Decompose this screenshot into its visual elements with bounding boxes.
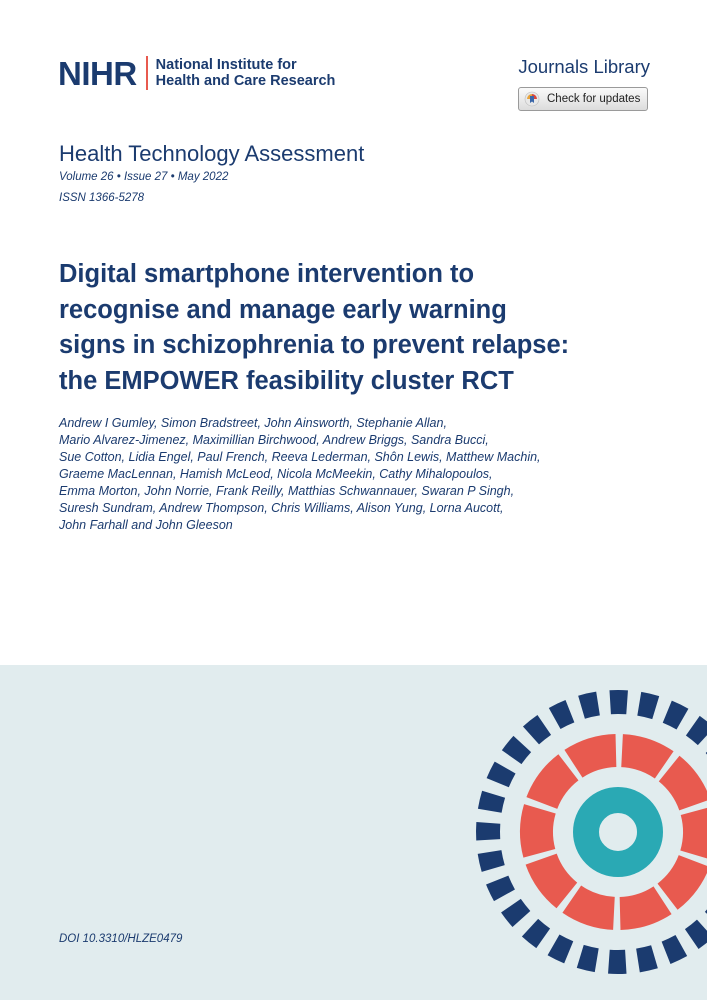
- emblem-middle-segment: [621, 734, 673, 778]
- emblem-outer-segment: [608, 950, 626, 974]
- author-line: Mario Alvarez-Jimenez, Maximillian Birchwood, Andrew Briggs, Sandra Bucci,: [59, 433, 489, 447]
- emblem-outer-segment: [578, 692, 600, 719]
- title-line: the EMPOWER feasibility cluster RCT: [59, 366, 514, 395]
- emblem-outer-segment: [523, 715, 551, 744]
- emblem-outer-segment: [476, 822, 500, 840]
- issn: ISSN 1366-5278: [59, 192, 145, 204]
- title-line: signs in schizophrenia to prevent relapse:: [59, 331, 570, 359]
- title-line: recognise and manage early warning: [59, 295, 507, 324]
- emblem-middle-segment: [659, 756, 707, 811]
- nihr-logo: [58, 55, 335, 91]
- emblem-middle-segment: [658, 855, 707, 910]
- check-for-updates-icon: [524, 91, 540, 107]
- emblem-outer-segment: [522, 919, 550, 948]
- emblem-outer-segment: [501, 899, 530, 927]
- author-line: Andrew I Gumley, Simon Bradstreet, John Ainsworth, Stephanie Allan,: [59, 416, 447, 430]
- emblem-outer-segment: [486, 876, 515, 902]
- emblem-middle-segment: [562, 886, 614, 930]
- check-for-updates-button[interactable]: [518, 87, 648, 111]
- author-line: Sue Cotton, Lidia Engel, Paul French, Reeva Lederman, Shôn Lewis, Matthew Machin,: [59, 450, 541, 464]
- emblem-middle-segment: [526, 854, 578, 909]
- emblem-center-ring: [586, 800, 650, 864]
- emblem-middle-segment: [520, 804, 556, 857]
- decorative-emblem: [470, 690, 707, 1000]
- emblem-outer-segment: [636, 945, 658, 972]
- emblem-outer-segment: [478, 850, 505, 872]
- emblem-outer-segment: [502, 736, 531, 764]
- author-line: John Farhall and John Gleeson: [59, 518, 233, 532]
- logo-text: [156, 57, 336, 90]
- logo-line-2: Health and Care Research: [155, 73, 336, 89]
- emblem-outer-segment: [548, 934, 574, 963]
- check-for-updates-label: Check for updates: [547, 93, 641, 105]
- emblem-outer-segment: [686, 716, 707, 745]
- emblem-middle-segment: [620, 886, 672, 930]
- author-line: Graeme MacLennan, Hamish McLeod, Nicola McMeekin, Cathy Mihalopoulos,: [59, 467, 493, 481]
- emblem-outer-segment: [487, 762, 516, 788]
- emblem-outer-segment: [549, 700, 575, 729]
- issue-line: Volume 26 • Issue 27 • May 2022: [59, 171, 229, 183]
- emblem-outer-segment: [577, 945, 599, 972]
- author-list: [59, 415, 579, 534]
- title-line: Digital smartphone intervention to: [59, 260, 475, 288]
- emblem-outer-segment: [609, 690, 627, 714]
- emblem-middle-segment: [526, 754, 578, 809]
- journal-title: Health Technology Assessment: [59, 141, 365, 166]
- logo-mark: NIHR: [58, 54, 137, 92]
- emblem-middle-segment: [680, 806, 707, 859]
- journals-library-label: Journals Library: [518, 56, 650, 77]
- emblem-outer-segment: [663, 701, 689, 730]
- logo-divider: [146, 56, 148, 90]
- emblem-outer-segment: [637, 692, 659, 719]
- emblem-outer-segment: [478, 791, 505, 813]
- emblem-outer-segment: [662, 935, 688, 964]
- article-title: [59, 257, 659, 399]
- doi: DOI 10.3310/HLZE0479: [59, 933, 183, 945]
- author-line: Emma Morton, John Norrie, Frank Reilly, Matthias Schwannauer, Swaran P Singh,: [59, 484, 515, 498]
- author-line: Suresh Sundram, Andrew Thompson, Chris Williams, Alison Yung, Lorna Aucott,: [59, 501, 504, 515]
- logo-line-1: National Institute for: [155, 56, 297, 73]
- emblem-middle-segment: [564, 734, 616, 778]
- emblem-outer-segment: [685, 920, 707, 949]
